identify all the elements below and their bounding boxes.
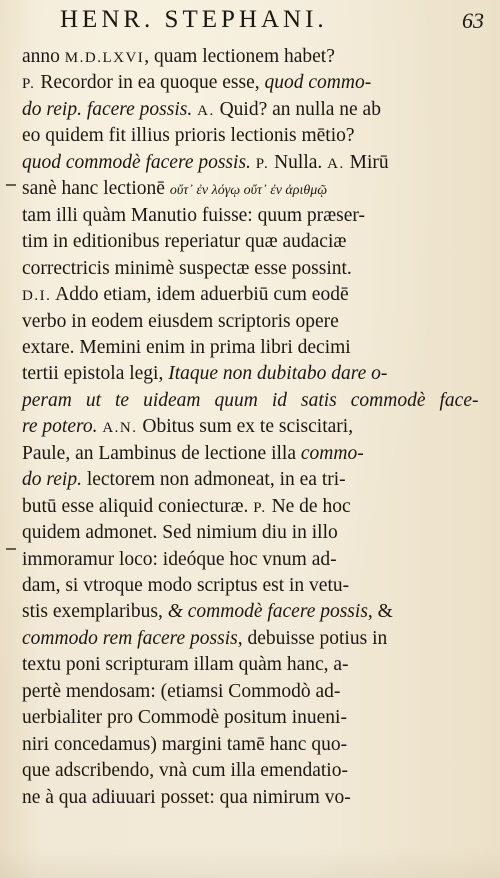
text-run: peram ut te uideam quum id satis commodè face-: [22, 389, 479, 411]
text-run: quod commo-: [264, 72, 372, 94]
text-line: [22, 785, 351, 811]
text-run: P.: [22, 76, 36, 93]
running-title: HENR. STEPHANI.: [60, 6, 328, 33]
text-line: [22, 679, 340, 705]
text-run: Itaque non dubitabo dare o-: [168, 363, 388, 385]
text-run: verbo in eodem eiusdem scriptoris opere: [22, 310, 339, 332]
text-line: [22, 626, 387, 652]
text-line: [22, 520, 338, 546]
text-line: [22, 361, 387, 387]
text-line: [22, 758, 348, 784]
text-run: , quam lectionem habet?: [144, 46, 335, 67]
text-run: Quid? an nulla ne ab: [214, 98, 381, 120]
text-run: do reip.: [22, 469, 82, 491]
text-line: [22, 388, 478, 414]
text-run: Addo etiam, idem aduerbiū cum eodē: [51, 284, 349, 306]
page-number: 63: [462, 8, 484, 33]
text-run: , &: [367, 601, 393, 623]
text-line: [22, 547, 337, 573]
page-bottom-shade: [0, 848, 500, 878]
text-line: [22, 282, 349, 309]
page-header: [60, 6, 484, 38]
text-run: , debuisse potius in: [237, 627, 388, 649]
text-run: A.: [327, 155, 345, 172]
text-run: M.D.LXVI: [64, 50, 145, 66]
text-run: commo-: [300, 442, 364, 464]
text-run: immoramur loco: ideóque hoc vnum ad-: [22, 548, 337, 570]
text-run: quidem admonet. Sed nimium diu in illo: [22, 522, 338, 544]
text-line: [22, 176, 327, 204]
text-line: [22, 150, 389, 177]
text-run: & commodè facere possis: [167, 601, 368, 623]
text-line: [22, 494, 351, 521]
text-line: [22, 467, 346, 493]
margin-mark: [6, 548, 16, 550]
text-run: tim in editionibus reperiatur quæ audaciæ: [22, 231, 347, 253]
text-line: [22, 123, 355, 149]
text-line: [22, 335, 351, 361]
text-line: [22, 203, 365, 229]
text-line: [22, 256, 352, 282]
text-run: A.: [197, 102, 215, 119]
text-line: [22, 441, 364, 467]
text-run: butū esse aliquid coniecturæ.: [22, 495, 254, 517]
text-run: A.N.: [102, 420, 138, 437]
text-run: correctricis minimè suspectæ esse possint.: [22, 257, 352, 279]
text-run: commodo rem facere possis: [22, 627, 238, 649]
text-run: eo quidem fit illius prioris lectionis mētio?: [22, 125, 355, 147]
text-run: que adscribendo, vnà cum illa emendatio-: [22, 760, 348, 782]
text-run: D.I.: [22, 288, 52, 305]
text-run: do reip. facere possis.: [22, 98, 193, 120]
text-run: P.: [255, 155, 270, 172]
text-run: extare. Memini enim in prima libri decimi: [22, 336, 351, 358]
text-run: sanè hanc lectionē: [22, 178, 170, 200]
text-run: Recordor in ea quoque esse,: [35, 72, 265, 94]
text-run: οὔτ᾽ ἐν λόγῳ οὔτ᾽ ἐν ἀριθμῷ: [169, 183, 328, 199]
text-run: pertè mendosam: (etiamsi Commodò ad-: [22, 680, 341, 702]
text-run: quod commodè facere possis.: [22, 151, 251, 173]
text-run: Paule, an Lambinus de lectione illa: [22, 442, 301, 464]
text-line: [22, 229, 346, 255]
text-run: textu poni scripturam illam quàm hanc, a-: [22, 654, 349, 676]
text-line: [22, 309, 339, 335]
text-run: Obitus sum ex te sciscitari,: [137, 416, 354, 438]
text-run: lectorem non admoneat, in ea tri-: [81, 469, 346, 491]
text-line: [22, 732, 347, 758]
text-line: [22, 97, 381, 124]
text-line: [22, 573, 349, 599]
text-run: re potero.: [22, 416, 98, 438]
text-line: [22, 44, 335, 71]
text-line: [22, 599, 393, 625]
text-run: tam illi quàm Manutio fuisse: quum præser-: [22, 204, 365, 226]
text-run: P.: [253, 499, 267, 516]
text-run: uerbialiter pro Commodè positum inueni-: [22, 707, 347, 729]
text-run: anno: [22, 46, 65, 67]
text-run: niri concedamus) margini tamē hanc quo-: [22, 733, 348, 755]
text-run: Mirū: [344, 151, 389, 173]
margin-mark: [6, 184, 16, 186]
text-line: [22, 705, 347, 731]
text-run: dam, si vtroque modo scriptus est in vetu-: [22, 575, 350, 596]
text-run: Ne de hoc: [266, 495, 351, 517]
text-run: Nulla.: [269, 151, 328, 173]
text-run: tertii epistola legi,: [22, 363, 169, 385]
text-line: [22, 70, 371, 97]
text-run: ne à qua adiuuari posset: qua nimirum vo-: [22, 786, 351, 808]
text-run: stis exemplaribus,: [22, 601, 168, 623]
text-line: [22, 414, 353, 441]
text-line: [22, 652, 349, 678]
